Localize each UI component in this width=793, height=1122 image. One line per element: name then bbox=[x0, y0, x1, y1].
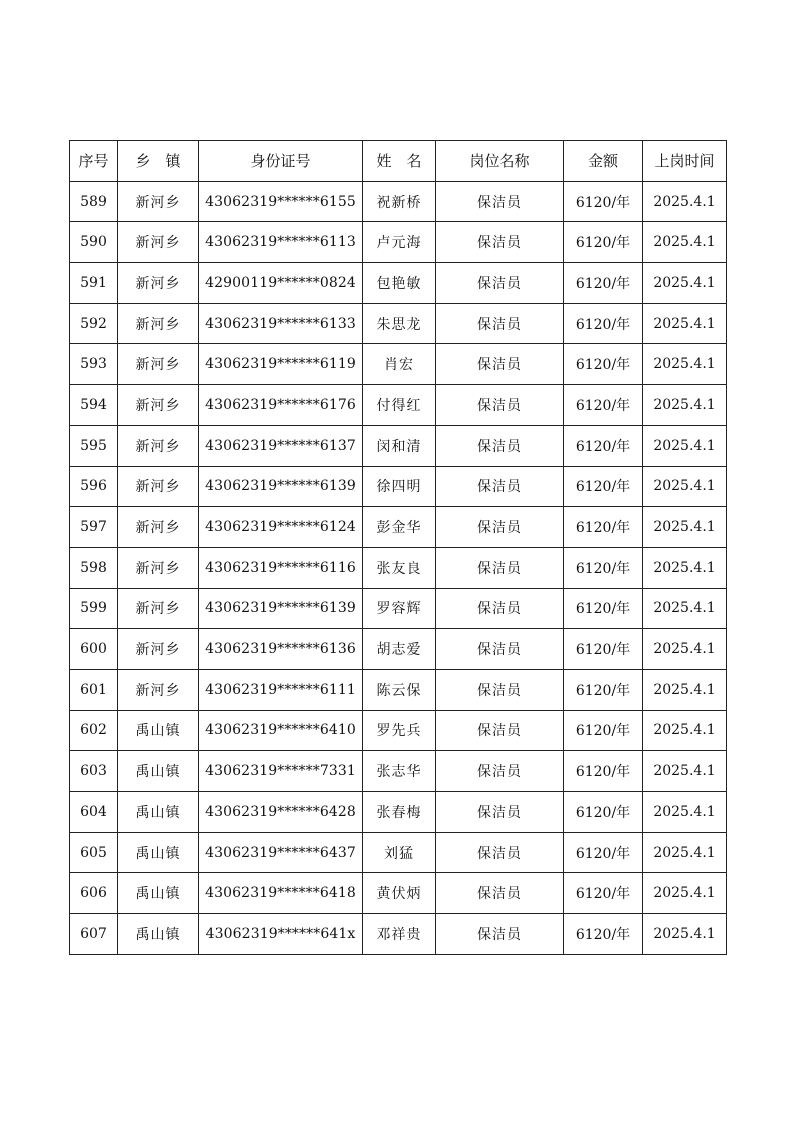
cell-name: 卢元海 bbox=[363, 222, 436, 263]
cell-name: 胡志爱 bbox=[363, 629, 436, 670]
cell-seq: 607 bbox=[70, 914, 118, 955]
cell-id-number: 43062319******6410 bbox=[199, 710, 363, 751]
table-row bbox=[70, 751, 727, 792]
cell-name: 徐四明 bbox=[363, 466, 436, 507]
header-amount: 金额 bbox=[564, 141, 643, 182]
cell-seq: 589 bbox=[70, 181, 118, 222]
cell-id-number: 43062319******6155 bbox=[199, 181, 363, 222]
cell-seq: 597 bbox=[70, 507, 118, 548]
cell-seq: 590 bbox=[70, 222, 118, 263]
cell-town: 新河乡 bbox=[118, 466, 199, 507]
cell-town: 新河乡 bbox=[118, 263, 199, 304]
cell-town: 新河乡 bbox=[118, 669, 199, 710]
cell-post: 保洁员 bbox=[436, 385, 564, 426]
cell-seq: 601 bbox=[70, 669, 118, 710]
cell-town: 禹山镇 bbox=[118, 873, 199, 914]
cell-town: 新河乡 bbox=[118, 222, 199, 263]
cell-name: 肖宏 bbox=[363, 344, 436, 385]
cell-town: 新河乡 bbox=[118, 588, 199, 629]
table-row bbox=[70, 547, 727, 588]
cell-id-number: 43062319******641x bbox=[199, 914, 363, 955]
cell-start-date: 2025.4.1 bbox=[643, 792, 727, 833]
cell-amount: 6120/年 bbox=[564, 181, 643, 222]
cell-amount: 6120/年 bbox=[564, 669, 643, 710]
cell-id-number: 43062319******6428 bbox=[199, 792, 363, 833]
table-row bbox=[70, 385, 727, 426]
table-row bbox=[70, 629, 727, 670]
cell-post: 保洁员 bbox=[436, 588, 564, 629]
table-row bbox=[70, 222, 727, 263]
cell-seq: 592 bbox=[70, 303, 118, 344]
cell-start-date: 2025.4.1 bbox=[643, 507, 727, 548]
cell-amount: 6120/年 bbox=[564, 832, 643, 873]
cell-post: 保洁员 bbox=[436, 669, 564, 710]
cell-seq: 593 bbox=[70, 344, 118, 385]
cell-id-number: 43062319******6137 bbox=[199, 425, 363, 466]
table-row bbox=[70, 588, 727, 629]
cell-id-number: 43062319******6111 bbox=[199, 669, 363, 710]
cell-id-number: 43062319******6136 bbox=[199, 629, 363, 670]
cell-id-number: 43062319******6119 bbox=[199, 344, 363, 385]
cell-seq: 595 bbox=[70, 425, 118, 466]
table-row bbox=[70, 263, 727, 304]
cell-post: 保洁员 bbox=[436, 751, 564, 792]
header-name: 姓 名 bbox=[363, 141, 436, 182]
cell-start-date: 2025.4.1 bbox=[643, 181, 727, 222]
cell-seq: 598 bbox=[70, 547, 118, 588]
table-row bbox=[70, 710, 727, 751]
cell-amount: 6120/年 bbox=[564, 914, 643, 955]
cell-name: 祝新桥 bbox=[363, 181, 436, 222]
cell-town: 新河乡 bbox=[118, 547, 199, 588]
cell-seq: 606 bbox=[70, 873, 118, 914]
cell-name: 闵和清 bbox=[363, 425, 436, 466]
cell-amount: 6120/年 bbox=[564, 425, 643, 466]
cell-post: 保洁员 bbox=[436, 181, 564, 222]
cell-id-number: 43062319******6176 bbox=[199, 385, 363, 426]
cell-start-date: 2025.4.1 bbox=[643, 303, 727, 344]
cell-name: 张春梅 bbox=[363, 792, 436, 833]
table-row bbox=[70, 873, 727, 914]
cell-name: 黄伏炳 bbox=[363, 873, 436, 914]
cell-post: 保洁员 bbox=[436, 466, 564, 507]
cell-seq: 604 bbox=[70, 792, 118, 833]
cell-name: 罗先兵 bbox=[363, 710, 436, 751]
table-body bbox=[70, 181, 727, 954]
cell-amount: 6120/年 bbox=[564, 303, 643, 344]
cell-name: 彭金华 bbox=[363, 507, 436, 548]
cell-town: 禹山镇 bbox=[118, 832, 199, 873]
cell-post: 保洁员 bbox=[436, 873, 564, 914]
cell-amount: 6120/年 bbox=[564, 751, 643, 792]
cell-name: 刘猛 bbox=[363, 832, 436, 873]
cell-seq: 596 bbox=[70, 466, 118, 507]
cell-id-number: 43062319******6113 bbox=[199, 222, 363, 263]
cell-town: 新河乡 bbox=[118, 303, 199, 344]
cell-name: 邓祥贵 bbox=[363, 914, 436, 955]
cell-town: 新河乡 bbox=[118, 507, 199, 548]
cell-id-number: 43062319******6133 bbox=[199, 303, 363, 344]
cell-id-number: 43062319******6139 bbox=[199, 588, 363, 629]
cell-id-number: 43062319******6437 bbox=[199, 832, 363, 873]
table-row bbox=[70, 344, 727, 385]
cell-post: 保洁员 bbox=[436, 547, 564, 588]
cell-id-number: 42900119******0824 bbox=[199, 263, 363, 304]
cell-start-date: 2025.4.1 bbox=[643, 385, 727, 426]
cell-seq: 599 bbox=[70, 588, 118, 629]
cell-amount: 6120/年 bbox=[564, 629, 643, 670]
cell-town: 新河乡 bbox=[118, 181, 199, 222]
cell-start-date: 2025.4.1 bbox=[643, 873, 727, 914]
cell-start-date: 2025.4.1 bbox=[643, 751, 727, 792]
header-row bbox=[70, 141, 727, 182]
cell-seq: 605 bbox=[70, 832, 118, 873]
header-post: 岗位名称 bbox=[436, 141, 564, 182]
cell-start-date: 2025.4.1 bbox=[643, 629, 727, 670]
cell-post: 保洁员 bbox=[436, 629, 564, 670]
roster-table bbox=[69, 140, 727, 955]
cell-post: 保洁员 bbox=[436, 507, 564, 548]
table-row bbox=[70, 466, 727, 507]
table-row bbox=[70, 792, 727, 833]
cell-start-date: 2025.4.1 bbox=[643, 669, 727, 710]
cell-town: 新河乡 bbox=[118, 385, 199, 426]
cell-id-number: 43062319******6124 bbox=[199, 507, 363, 548]
cell-amount: 6120/年 bbox=[564, 710, 643, 751]
cell-start-date: 2025.4.1 bbox=[643, 588, 727, 629]
cell-town: 新河乡 bbox=[118, 629, 199, 670]
cell-name: 付得红 bbox=[363, 385, 436, 426]
cell-amount: 6120/年 bbox=[564, 507, 643, 548]
cell-id-number: 43062319******6116 bbox=[199, 547, 363, 588]
cell-id-number: 43062319******6139 bbox=[199, 466, 363, 507]
header-id: 身份证号 bbox=[199, 141, 363, 182]
cell-start-date: 2025.4.1 bbox=[643, 466, 727, 507]
cell-town: 禹山镇 bbox=[118, 710, 199, 751]
cell-start-date: 2025.4.1 bbox=[643, 914, 727, 955]
table-row bbox=[70, 303, 727, 344]
cell-post: 保洁员 bbox=[436, 263, 564, 304]
cell-start-date: 2025.4.1 bbox=[643, 344, 727, 385]
cell-seq: 600 bbox=[70, 629, 118, 670]
cell-town: 新河乡 bbox=[118, 344, 199, 385]
cell-town: 新河乡 bbox=[118, 425, 199, 466]
cell-name: 包艳敏 bbox=[363, 263, 436, 304]
cell-amount: 6120/年 bbox=[564, 344, 643, 385]
cell-amount: 6120/年 bbox=[564, 792, 643, 833]
cell-start-date: 2025.4.1 bbox=[643, 710, 727, 751]
cell-post: 保洁员 bbox=[436, 222, 564, 263]
cell-amount: 6120/年 bbox=[564, 263, 643, 304]
header-seq: 序号 bbox=[70, 141, 118, 182]
cell-post: 保洁员 bbox=[436, 832, 564, 873]
cell-name: 陈云保 bbox=[363, 669, 436, 710]
cell-start-date: 2025.4.1 bbox=[643, 222, 727, 263]
cell-seq: 603 bbox=[70, 751, 118, 792]
cell-name: 张志华 bbox=[363, 751, 436, 792]
cell-start-date: 2025.4.1 bbox=[643, 263, 727, 304]
table-header bbox=[70, 141, 727, 182]
cell-post: 保洁员 bbox=[436, 344, 564, 385]
cell-id-number: 43062319******7331 bbox=[199, 751, 363, 792]
cell-town: 禹山镇 bbox=[118, 914, 199, 955]
header-date: 上岗时间 bbox=[643, 141, 727, 182]
table-row bbox=[70, 832, 727, 873]
cell-post: 保洁员 bbox=[436, 425, 564, 466]
cell-town: 禹山镇 bbox=[118, 751, 199, 792]
cell-post: 保洁员 bbox=[436, 792, 564, 833]
cell-seq: 594 bbox=[70, 385, 118, 426]
table-row bbox=[70, 507, 727, 548]
cell-start-date: 2025.4.1 bbox=[643, 547, 727, 588]
table-row bbox=[70, 425, 727, 466]
cell-seq: 602 bbox=[70, 710, 118, 751]
cell-start-date: 2025.4.1 bbox=[643, 832, 727, 873]
cell-post: 保洁员 bbox=[436, 303, 564, 344]
cell-post: 保洁员 bbox=[436, 710, 564, 751]
cell-seq: 591 bbox=[70, 263, 118, 304]
cell-amount: 6120/年 bbox=[564, 588, 643, 629]
cell-name: 罗容辉 bbox=[363, 588, 436, 629]
cell-post: 保洁员 bbox=[436, 914, 564, 955]
cell-amount: 6120/年 bbox=[564, 547, 643, 588]
table-row bbox=[70, 181, 727, 222]
cell-start-date: 2025.4.1 bbox=[643, 425, 727, 466]
cell-amount: 6120/年 bbox=[564, 222, 643, 263]
table-row bbox=[70, 669, 727, 710]
cell-amount: 6120/年 bbox=[564, 466, 643, 507]
cell-amount: 6120/年 bbox=[564, 385, 643, 426]
header-town: 乡 镇 bbox=[118, 141, 199, 182]
cell-amount: 6120/年 bbox=[564, 873, 643, 914]
cell-id-number: 43062319******6418 bbox=[199, 873, 363, 914]
table-row bbox=[70, 914, 727, 955]
cell-name: 张友良 bbox=[363, 547, 436, 588]
cell-name: 朱思龙 bbox=[363, 303, 436, 344]
cell-town: 禹山镇 bbox=[118, 792, 199, 833]
